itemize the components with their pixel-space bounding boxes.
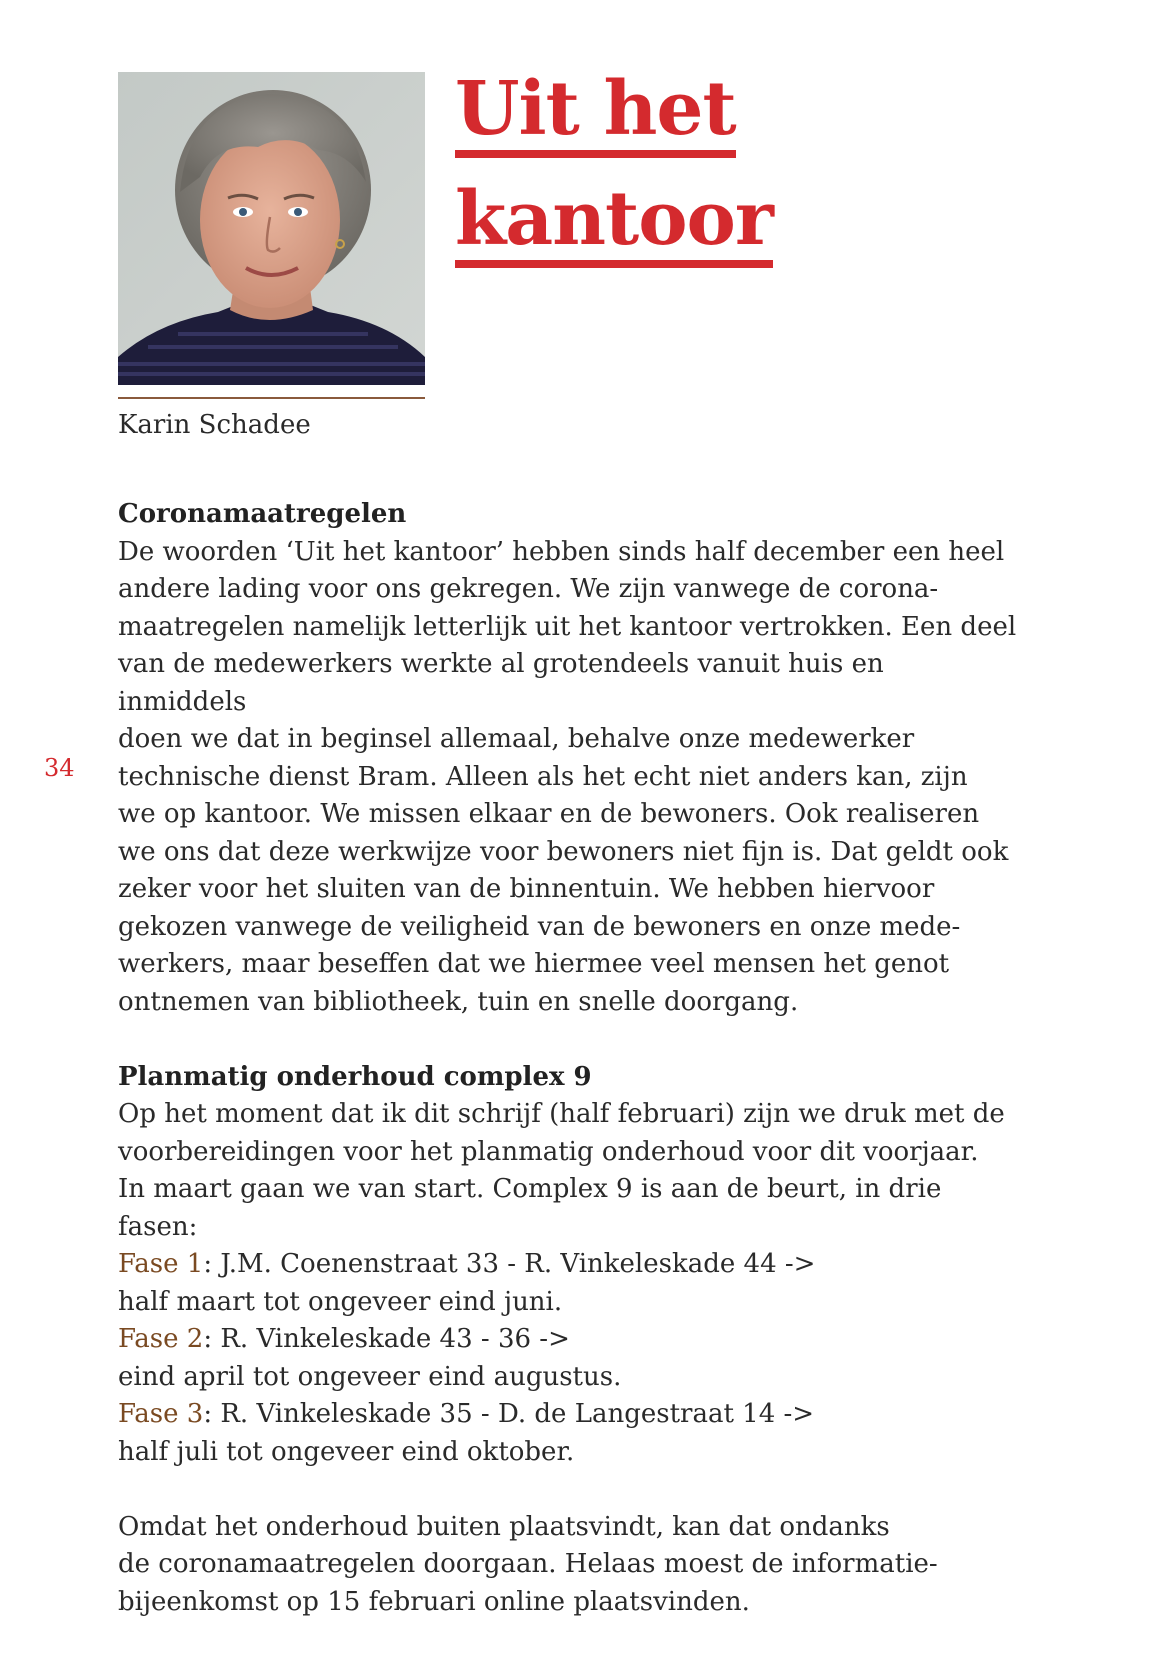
phase-period: half juli tot ongeveer eind oktober. — [118, 1436, 575, 1467]
phase-period: eind april tot ongeveer eind augustus. — [118, 1361, 622, 1392]
phase-period: half maart tot ongeveer eind juni. — [118, 1286, 563, 1317]
title-line-1: Uit het — [455, 68, 736, 158]
author-photo — [118, 72, 425, 385]
author-name: Karin Schadee — [118, 410, 311, 440]
section-body-corona: De woorden ‘Uit het kantoor’ hebben sinds half december een heel andere lading voor ons gekregen. We zijn vanwege de corona- maatregelen namelijk letterlijk uit het kantoor vertrokken. Een deel van de medewerkers werkte al grotendeels vanuit huis en inmiddels doen we dat in beginsel allemaal, behalve onze medewerker technische dienst Bram. Alleen als het echt niet anders kan, zijn we op kantoor. We missen elkaar en de bewoners. Ook realiseren we ons dat deze werkwijze voor bewoners niet fijn is. Dat geldt ook zeker voor het sluiten van de binnentuin. We hebben hiervoor gekozen vanwege de veiligheid van de bewoners en onze mede- werkers, maar beseffen dat we hiermee veel mensen het genot ontnemen van bibliotheek, tuin en snelle doorgang. — [118, 536, 1017, 1017]
section-heading-onderhoud: Planmatig onderhoud complex 9 — [118, 1061, 592, 1092]
phase-label: Fase 2 — [118, 1324, 204, 1354]
phase-item — [118, 1321, 1018, 1359]
article-body — [118, 496, 1018, 1621]
phase-location: : R. Vinkeleskade 43 - 36 -> — [203, 1324, 570, 1354]
photo-divider — [118, 397, 425, 399]
phase-item — [118, 1396, 1018, 1434]
section-intro-onderhoud: Op het moment dat ik dit schrijf (half februari) zijn we druk met de voorbereidingen voor het planmatig onderhoud voor dit voorjaar. In maart gaan we van start. Complex 9 is aan de beurt, in drie fasen: — [118, 1099, 1005, 1242]
page-number: 34 — [44, 754, 75, 782]
title-line-2: kantoor — [455, 178, 773, 268]
page-title — [455, 60, 773, 268]
section-closing-onderhoud: Omdat het onderhoud buiten plaatsvindt, kan dat ondanks de coronamaatregelen doorgaan. Helaas moest de informatie- bijeenkomst op 15 februari online plaatsvinden. — [118, 1511, 938, 1617]
phase-location: : J.M. Coenenstraat 33 - R. Vinkeleskade 44 -> — [203, 1249, 816, 1279]
phase-location: : R. Vinkeleskade 35 - D. de Langestraat 14 -> — [203, 1399, 815, 1429]
phase-label: Fase 3 — [118, 1399, 204, 1429]
phase-item — [118, 1246, 1018, 1284]
phase-label: Fase 1 — [118, 1249, 204, 1279]
section-heading-corona: Coronamaatregelen — [118, 499, 407, 529]
